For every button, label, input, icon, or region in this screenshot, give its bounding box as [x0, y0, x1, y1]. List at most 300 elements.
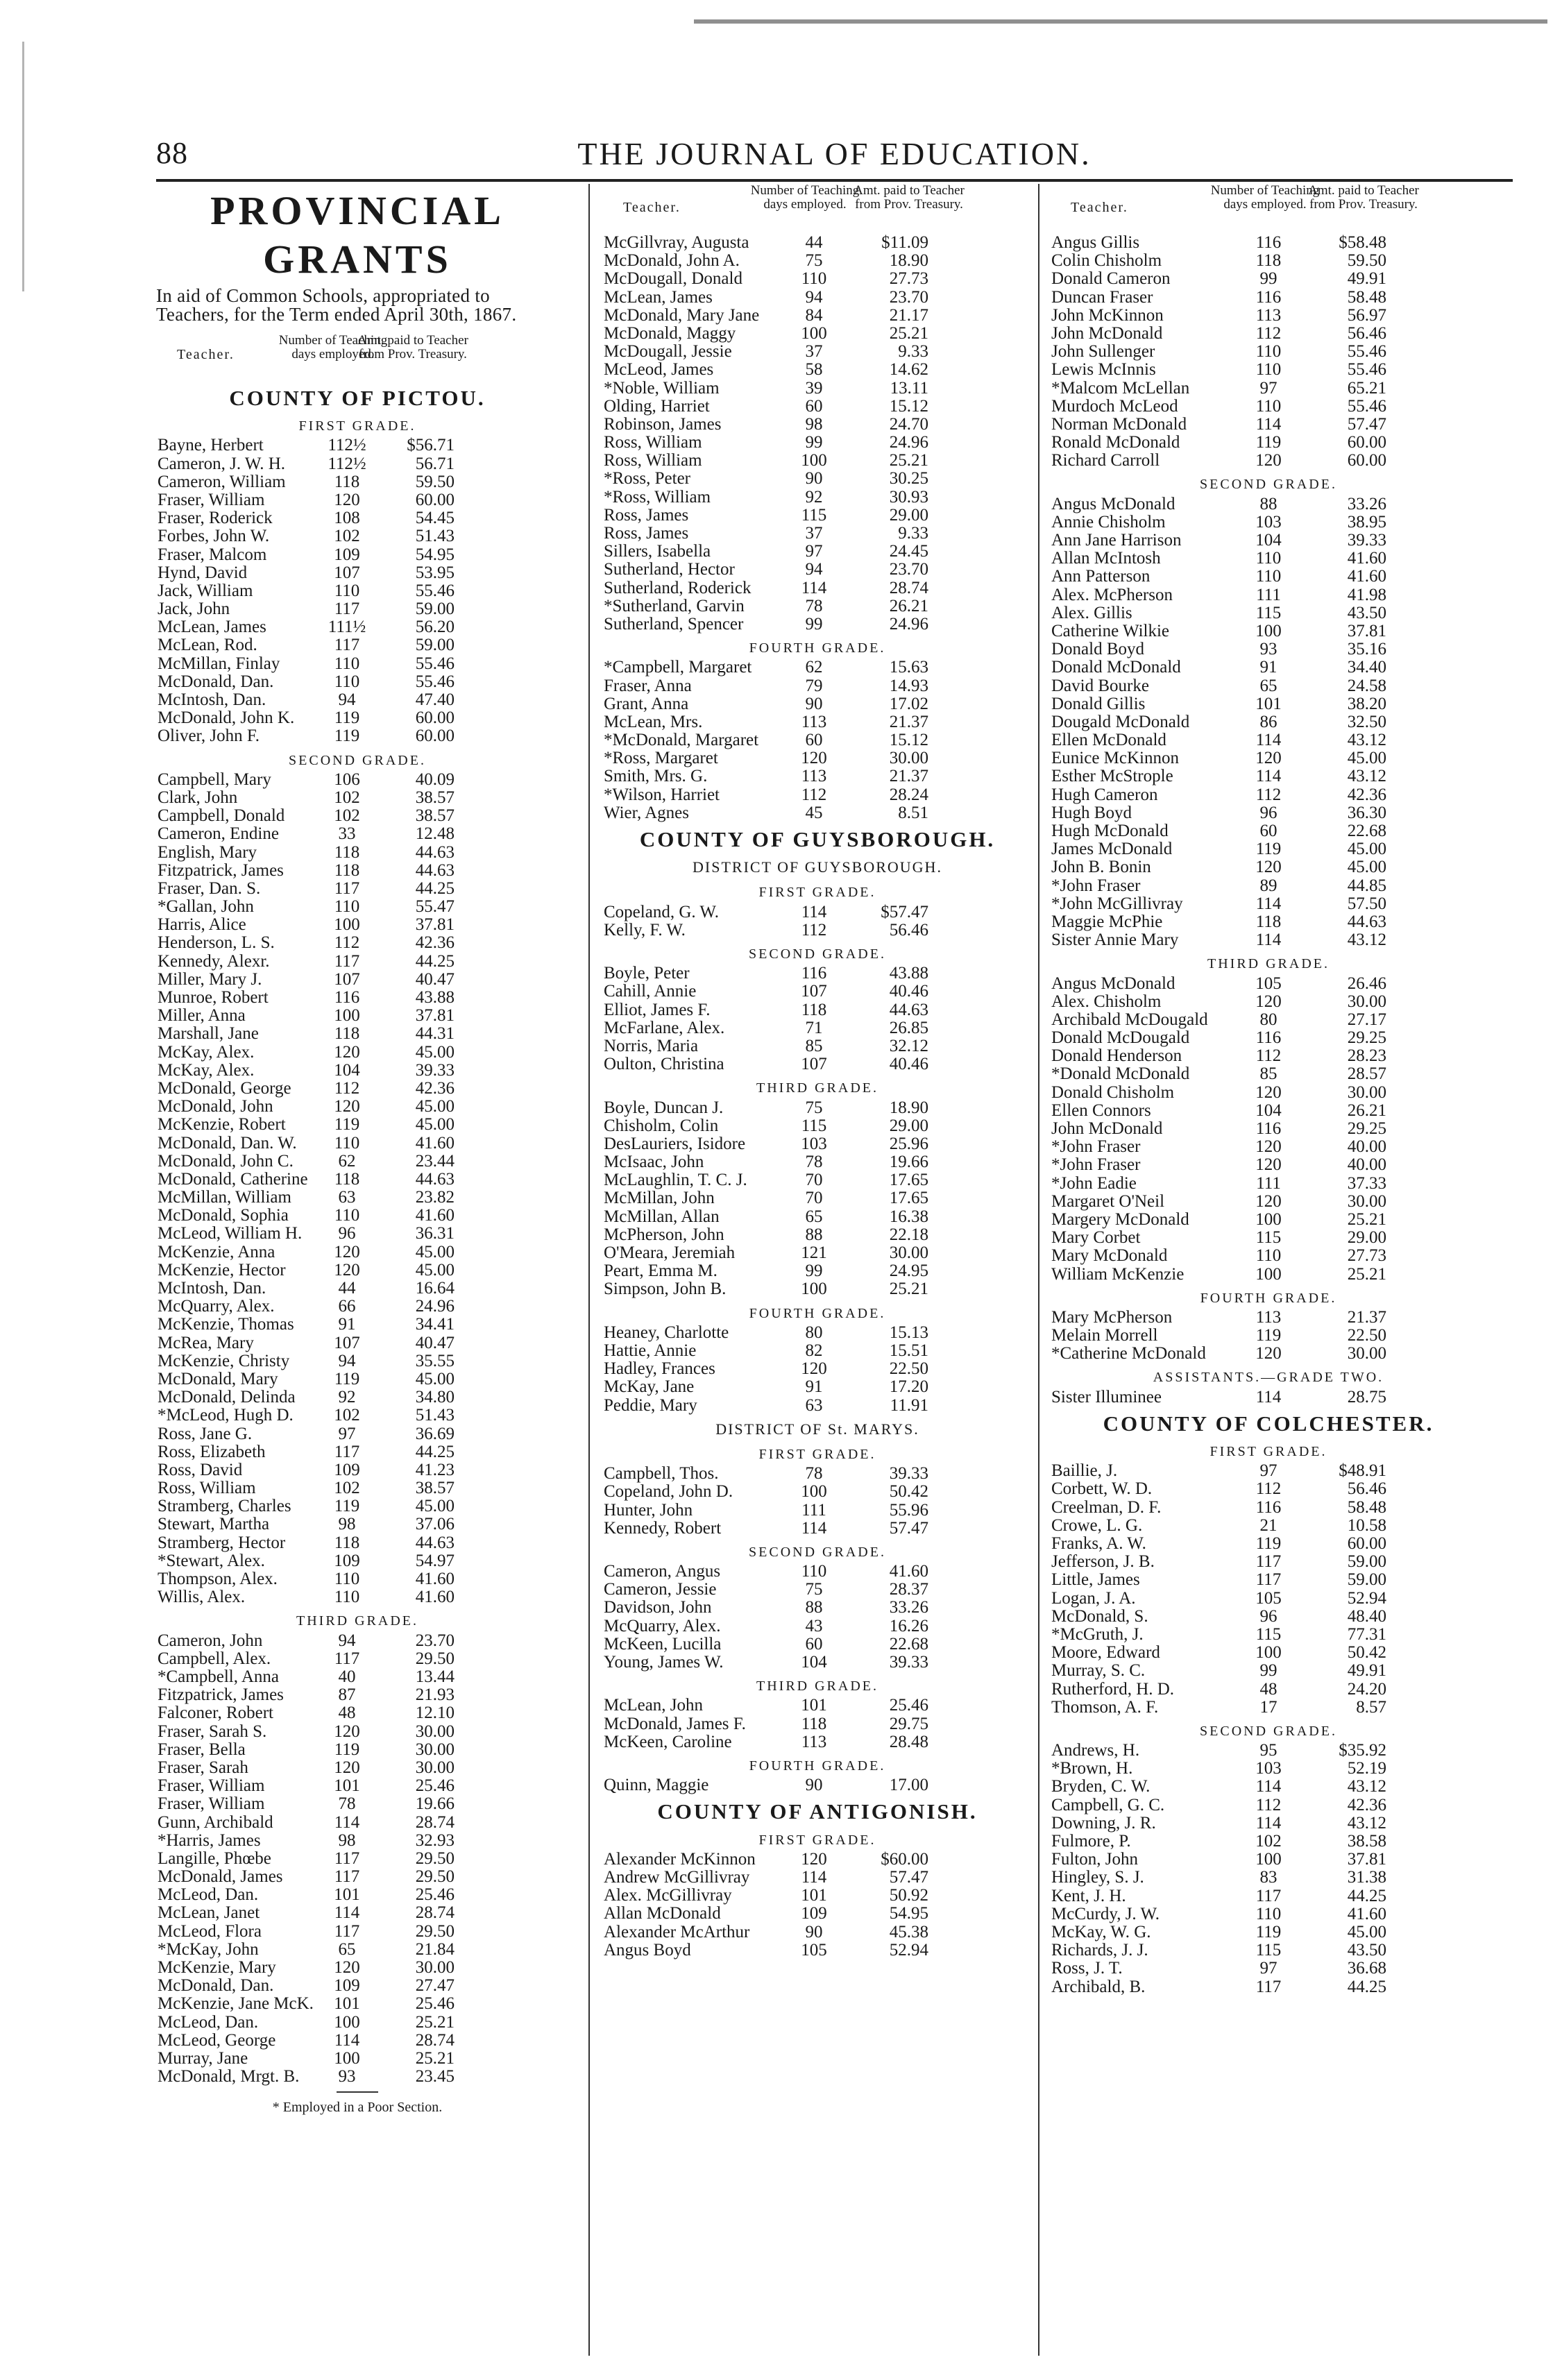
table-row	[1043, 786, 1494, 804]
grade-heading: FIRST GRADE.	[758, 885, 876, 901]
grade-heading: FOURTH GRADE.	[749, 1758, 886, 1774]
teaching-days: 110	[801, 1562, 827, 1581]
teacher-name: Alex. Chisholm	[1051, 992, 1162, 1011]
teacher-name: Heaney, Charlotte	[604, 1323, 729, 1342]
teaching-days: 120	[334, 1958, 360, 1977]
teacher-name: Miller, Anna	[158, 1006, 246, 1026]
teaching-days: 91	[338, 1315, 356, 1334]
table-row	[1043, 822, 1494, 840]
amount-paid: 41.60	[415, 1570, 455, 1589]
table-row	[595, 434, 1039, 452]
amount-paid: 31.38	[1347, 1868, 1386, 1887]
table-row	[1043, 1608, 1494, 1626]
teacher-name: Colin Chisholm	[1051, 251, 1162, 271]
teacher-name: Downing, J. R.	[1051, 1813, 1156, 1833]
teaching-days: 70	[805, 1189, 823, 1208]
amount-paid: 19.66	[889, 1153, 928, 1172]
teacher-name: *McDonald, Margaret	[604, 731, 759, 750]
teacher-name: McDonald, Mary Jane	[604, 305, 760, 325]
teacher-name: McMillan, William	[158, 1188, 291, 1207]
table-row	[1043, 1760, 1494, 1778]
amount-paid: 41.23	[415, 1460, 455, 1479]
teaching-days: 63	[338, 1188, 356, 1207]
teacher-name: McFarlane, Alex.	[604, 1018, 725, 1037]
amount-paid: 44.25	[415, 1442, 455, 1461]
table-row	[1043, 1011, 1494, 1029]
teacher-name: Ann Jane Harrison	[1051, 531, 1182, 550]
amount-paid: 50.42	[889, 1482, 928, 1502]
table-row	[149, 1207, 566, 1225]
amount-paid: 26.85	[889, 1018, 928, 1037]
amount-paid: 45.00	[1347, 858, 1386, 877]
teacher-name: Ross, Jane G.	[158, 1424, 253, 1443]
teaching-days: 103	[1255, 512, 1282, 532]
teacher-name: Moore, Edward	[1051, 1643, 1160, 1663]
teaching-days: 115	[801, 505, 827, 525]
table-row	[149, 1668, 566, 1686]
amount-paid: 57.47	[1347, 414, 1386, 434]
amount-paid: 45.00	[415, 1115, 455, 1134]
teaching-days: 119	[1255, 433, 1282, 452]
table-row	[595, 1563, 1039, 1581]
table-row	[595, 1502, 1039, 1520]
table-row	[595, 804, 1039, 822]
amount-paid: 44.63	[415, 1169, 455, 1189]
teacher-name: Angus Boyd	[604, 1940, 691, 1960]
teaching-days: 105	[801, 1940, 827, 1960]
teacher-name: McLaughlin, T. C. J.	[604, 1171, 747, 1190]
teaching-days: 114	[801, 578, 827, 597]
amount-paid: 55.46	[415, 672, 455, 691]
teacher-name: Angus McDonald	[1051, 974, 1175, 993]
teaching-days: 78	[338, 1794, 356, 1814]
amount-paid: 39.33	[889, 1464, 928, 1484]
teacher-name: John Sullenger	[1051, 342, 1155, 362]
teacher-name: *Harris, James	[158, 1830, 261, 1850]
amount-paid: 12.10	[415, 1703, 455, 1723]
teacher-name: Sillers, Isabella	[604, 542, 711, 561]
teaching-days: 113	[1255, 1307, 1282, 1327]
amount-paid: 18.90	[889, 251, 928, 271]
table-row	[149, 673, 566, 691]
table-row	[149, 600, 566, 618]
teacher-name: Alexander McKinnon	[604, 1849, 756, 1869]
table-row	[1043, 858, 1494, 876]
table-row	[1043, 289, 1494, 307]
table-row	[1043, 677, 1494, 695]
teacher-name: Campbell, Alex.	[158, 1649, 271, 1668]
teacher-name: *McKay, John	[158, 1939, 259, 1959]
table-row	[149, 1370, 566, 1388]
amount-paid: 25.21	[415, 2048, 455, 2068]
teaching-days: 111½	[328, 618, 366, 637]
teacher-name: Stewart, Martha	[158, 1515, 270, 1534]
teacher-name: Ann Patterson	[1051, 567, 1151, 586]
amount-paid: 29.00	[889, 1116, 928, 1135]
teaching-days: 101	[334, 1885, 360, 1905]
amount-paid: 45.00	[415, 1497, 455, 1516]
teaching-days: 110	[1255, 1904, 1282, 1923]
teacher-name: DesLauriers, Isidore	[604, 1134, 746, 1153]
amount-paid: 30.93	[889, 487, 928, 507]
table-row	[1043, 1553, 1494, 1571]
teacher-name: Jack, William	[158, 581, 253, 600]
table-row	[1043, 1229, 1494, 1247]
teacher-name: McDonald, Mary	[158, 1369, 278, 1388]
article-title: PROVINCIAL GRANTS	[210, 188, 504, 282]
amount-paid: 28.37	[889, 1580, 928, 1599]
teacher-name: Margery McDonald	[1051, 1209, 1189, 1229]
teacher-name: Ross, William	[158, 1479, 256, 1498]
table-row	[149, 527, 566, 545]
teaching-days: 85	[1259, 1064, 1277, 1084]
amount-paid: 23.44	[415, 1151, 455, 1171]
teacher-name: Corbett, W. D.	[1051, 1479, 1153, 1499]
teaching-days: 114	[334, 2030, 360, 2050]
teaching-days: 117	[334, 1649, 360, 1668]
table-row	[149, 1534, 566, 1552]
amount-paid: 19.66	[415, 1794, 455, 1814]
table-row	[1043, 1084, 1494, 1102]
teaching-days: 99	[805, 614, 823, 634]
teaching-days: 109	[334, 1460, 360, 1479]
amount-paid: 37.06	[415, 1515, 455, 1534]
table-row	[149, 655, 566, 673]
teacher-name: Archibald, B.	[1051, 1977, 1146, 1996]
teaching-days: 101	[801, 1696, 827, 1715]
table-row	[595, 416, 1039, 434]
table-row	[1043, 495, 1494, 513]
teacher-name: McDonald, John A.	[604, 251, 740, 271]
teaching-days: 117	[334, 600, 360, 619]
teaching-days: 78	[805, 596, 823, 615]
teacher-name: McDonald, Dan.	[158, 1976, 274, 1996]
table-row	[149, 1552, 566, 1570]
table-row	[149, 1795, 566, 1813]
amount-paid: 36.68	[1347, 1959, 1386, 1978]
table-row	[595, 1733, 1039, 1751]
amount-paid: 59.00	[415, 636, 455, 655]
amount-paid: 42.36	[1347, 1795, 1386, 1814]
teaching-days: 100	[1255, 1264, 1282, 1284]
table-row	[595, 1153, 1039, 1171]
teacher-name: Cameron, Angus	[604, 1562, 721, 1581]
teaching-days: 90	[805, 1922, 823, 1941]
teaching-days: 103	[801, 1134, 827, 1153]
teaching-days: 116	[334, 988, 360, 1008]
amount-paid: 50.92	[889, 1886, 928, 1905]
teaching-days: 112	[1255, 1795, 1282, 1814]
amount-paid: 55.96	[889, 1500, 928, 1520]
amount-paid: 41.60	[1347, 549, 1386, 568]
teaching-days: 114	[1255, 414, 1282, 434]
table-row	[1043, 731, 1494, 749]
teacher-name: Oulton, Christina	[604, 1055, 724, 1074]
county-heading: COUNTY OF GUYSBOROUGH.	[639, 827, 996, 852]
table-row	[149, 971, 566, 989]
table-row	[1043, 550, 1494, 568]
amount-paid: 27.47	[415, 1976, 455, 1996]
table-row	[149, 1171, 566, 1189]
amount-paid: 21.37	[889, 712, 928, 731]
amount-paid: 30.00	[415, 1740, 455, 1759]
grade-heading: ASSISTANTS.—GRADE TWO.	[1153, 1370, 1384, 1386]
teacher-name: McDougall, Jessie	[604, 342, 732, 362]
teaching-days: 115	[1255, 1228, 1282, 1248]
table-row	[1043, 1941, 1494, 1960]
teacher-name: Peart, Emma M.	[604, 1261, 718, 1281]
table-row	[1043, 604, 1494, 622]
teaching-days: 90	[805, 469, 823, 488]
table-row	[1043, 1796, 1494, 1814]
teaching-days: 109	[334, 1976, 360, 1996]
teacher-name: Munroe, Robert	[158, 988, 269, 1008]
amount-paid: 22.68	[1347, 822, 1386, 841]
table-row	[149, 709, 566, 727]
teaching-days: 78	[805, 1153, 823, 1172]
teacher-name: Hattie, Annie	[604, 1341, 697, 1360]
amount-paid: 39.33	[1347, 531, 1386, 550]
teacher-name: Simpson, John B.	[604, 1280, 727, 1299]
table-row	[595, 1635, 1039, 1654]
teaching-days: 114	[801, 1518, 827, 1538]
teacher-name: Grant, Anna	[604, 694, 689, 713]
table-row	[149, 1759, 566, 1777]
amount-paid: $58.48	[1339, 233, 1386, 252]
table-row	[1043, 713, 1494, 731]
teaching-days: 100	[334, 2048, 360, 2068]
teacher-name: Dougald McDonald	[1051, 712, 1190, 731]
table-row	[149, 1650, 566, 1668]
teacher-name: Sutherland, Spencer	[604, 614, 744, 634]
table-row	[149, 1479, 566, 1497]
teaching-days: 111	[1256, 1173, 1281, 1193]
amount-paid: 25.21	[1347, 1264, 1386, 1284]
teacher-name: McMillan, Finlay	[158, 654, 280, 673]
amount-paid: 59.00	[1347, 1552, 1386, 1572]
amount-paid: 49.91	[1347, 269, 1386, 289]
table-row	[1043, 270, 1494, 288]
teaching-days: 110	[334, 897, 360, 917]
amount-paid: 29.75	[889, 1714, 928, 1733]
teaching-days: 102	[334, 788, 360, 807]
table-row	[595, 1117, 1039, 1135]
footnote-rule	[337, 2091, 378, 2093]
amount-paid: 23.70	[415, 1631, 455, 1650]
table-row	[149, 916, 566, 934]
teaching-days: 110	[334, 1206, 360, 1225]
teaching-days: 120	[1255, 1344, 1282, 1363]
teacher-name: McLeod, Flora	[158, 1921, 262, 1941]
table-row	[149, 1298, 566, 1316]
county-heading: COUNTY OF ANTIGONISH.	[657, 1799, 978, 1824]
amount-paid: 44.63	[415, 860, 455, 880]
amount-paid: 40.46	[889, 982, 928, 1001]
amount-paid: 43.12	[1347, 731, 1386, 750]
teaching-days: 71	[805, 1018, 823, 1037]
teaching-days: 82	[805, 1341, 823, 1360]
teacher-name: *Wilson, Harriet	[604, 785, 720, 804]
amount-paid: 24.45	[889, 542, 928, 561]
grade-heading: THIRD GRADE.	[1207, 956, 1330, 972]
teaching-days: 104	[801, 1653, 827, 1672]
grade-heading: FIRST GRADE.	[758, 1832, 876, 1848]
teacher-name: Fraser, Bella	[158, 1740, 246, 1759]
teacher-name: Norman McDonald	[1051, 414, 1187, 434]
table-row	[149, 1632, 566, 1650]
teacher-name: Cameron, Jessie	[604, 1580, 717, 1599]
grade-heading: SECOND GRADE.	[1200, 477, 1337, 493]
teacher-name: David Bourke	[1051, 676, 1149, 695]
teaching-days: 109	[334, 1551, 360, 1570]
amount-paid: 34.80	[415, 1388, 455, 1407]
table-row	[595, 380, 1039, 398]
amount-paid: 29.50	[415, 1867, 455, 1887]
table-row	[149, 807, 566, 825]
teacher-name: Fitzpatrick, James	[158, 860, 284, 880]
teaching-days: 60	[805, 396, 823, 416]
teacher-name: Alex. McPherson	[1051, 585, 1173, 604]
table-row	[595, 1324, 1039, 1342]
amount-paid: 40.47	[415, 1333, 455, 1352]
district-heading: DISTRICT OF GUYSBOROUGH.	[693, 858, 942, 876]
amount-paid: 52.94	[889, 1940, 928, 1960]
grade-heading: SECOND GRADE.	[289, 752, 426, 768]
table-row	[149, 771, 566, 789]
table-row	[149, 844, 566, 862]
teacher-name: Jefferson, J. B.	[1051, 1552, 1155, 1572]
teacher-name: McLean, Janet	[158, 1903, 260, 1923]
amount-paid: 56.46	[1347, 1479, 1386, 1499]
amount-paid: 55.46	[1347, 360, 1386, 380]
table-row	[1043, 1388, 1494, 1406]
amount-paid: 55.46	[1347, 396, 1386, 416]
teacher-name: Copeland, John D.	[604, 1482, 733, 1502]
table-row	[595, 289, 1039, 307]
table-row	[595, 398, 1039, 416]
amount-paid: 57.50	[1347, 894, 1386, 913]
teaching-days: 120	[334, 1042, 360, 1062]
teacher-name: McKay, Jane	[604, 1377, 695, 1397]
table-row	[149, 1832, 566, 1850]
amount-paid: 28.74	[889, 578, 928, 597]
teaching-days: 99	[1259, 1661, 1277, 1681]
table-row	[149, 582, 566, 600]
teaching-days: 86	[1259, 712, 1277, 731]
teaching-days: 105	[1255, 1588, 1282, 1608]
table-row	[1043, 1247, 1494, 1265]
teacher-name: McLeod, William H.	[158, 1224, 303, 1243]
table-row	[149, 455, 566, 473]
amount-paid: 17.00	[889, 1776, 928, 1795]
teaching-days: 80	[1259, 1010, 1277, 1029]
teacher-name: Ross, J. T.	[1051, 1959, 1123, 1978]
amount-paid: 8.57	[1356, 1697, 1386, 1717]
grade-heading: SECOND GRADE.	[1200, 1723, 1337, 1739]
teaching-days: 65	[805, 1207, 823, 1226]
table-row	[149, 1243, 566, 1261]
table-row	[1043, 513, 1494, 532]
teaching-days: 92	[805, 487, 823, 507]
table-row	[1043, 1833, 1494, 1851]
amount-paid: 39.33	[889, 1653, 928, 1672]
teacher-name: McGillvray, Augusta	[604, 233, 749, 252]
teaching-days: 45	[805, 803, 823, 822]
teaching-days: 83	[1259, 1868, 1277, 1887]
amount-paid: 38.20	[1347, 694, 1386, 713]
table-row	[595, 964, 1039, 983]
table-row	[1043, 1266, 1494, 1284]
teacher-name: Sutherland, Hector	[604, 560, 735, 579]
teacher-name: Cameron, Endine	[158, 824, 279, 844]
teaching-days: 120	[334, 1097, 360, 1116]
amount-paid: 44.31	[415, 1024, 455, 1044]
amount-paid: 37.81	[1347, 1850, 1386, 1869]
table-row	[1043, 1662, 1494, 1680]
amount-column-heading: Amt. paid to Teacher from Prov. Treasury.	[357, 333, 468, 362]
teaching-days: 119	[334, 1740, 360, 1759]
teacher-name: McDonald, John	[158, 1097, 273, 1116]
teacher-name: McLeod, George	[158, 2030, 276, 2050]
table-row	[1043, 1978, 1494, 1996]
teaching-days: 110	[334, 672, 360, 691]
table-row	[1043, 895, 1494, 913]
amount-paid: 40.09	[415, 770, 455, 789]
amount-paid: 21.17	[889, 305, 928, 325]
table-row	[149, 2050, 566, 2068]
amount-paid: 33.26	[1347, 494, 1386, 513]
teaching-days: 117	[334, 636, 360, 655]
amount-paid: 38.57	[415, 788, 455, 807]
amount-paid: 21.37	[889, 767, 928, 786]
amount-paid: 51.43	[415, 527, 455, 546]
amount-paid: 42.36	[415, 1078, 455, 1098]
amount-paid: 38.58	[1347, 1832, 1386, 1851]
teacher-name: Young, James W.	[604, 1653, 724, 1672]
table-row	[1043, 1175, 1494, 1193]
teaching-days: 116	[1255, 1119, 1282, 1139]
teacher-name: Hingley, S. J.	[1051, 1868, 1144, 1887]
teacher-name: McLeod, Dan.	[158, 1885, 259, 1905]
table-row	[595, 525, 1039, 543]
table-row	[149, 1995, 566, 2013]
teacher-name: McDonald, James F.	[604, 1714, 746, 1733]
amount-paid: 54.95	[415, 545, 455, 564]
table-row	[595, 767, 1039, 785]
teaching-days: 102	[1255, 1832, 1282, 1851]
amount-paid: 8.51	[898, 803, 928, 822]
grade-heading: FIRST GRADE.	[758, 1446, 876, 1462]
teacher-column-heading: Teacher.	[623, 200, 681, 215]
teaching-days: 93	[1259, 640, 1277, 659]
teaching-days: 99	[1259, 269, 1277, 289]
teaching-days: 112	[1255, 785, 1282, 804]
column-3	[1043, 184, 1494, 1996]
teaching-days: 110	[801, 269, 827, 289]
amount-paid: 22.50	[1347, 1326, 1386, 1345]
amount-paid: 45.38	[889, 1922, 928, 1941]
teaching-days: 102	[334, 527, 360, 546]
table-row	[149, 1497, 566, 1515]
amount-paid: 36.31	[415, 1224, 455, 1243]
amount-paid: 15.51	[889, 1341, 928, 1360]
teacher-name: McKenzie, Thomas	[158, 1315, 294, 1334]
teacher-name: Catherine Wilkie	[1051, 621, 1170, 640]
teaching-days: 109	[801, 1904, 827, 1923]
teaching-days: 119	[1255, 1922, 1282, 1941]
teaching-days: 80	[805, 1323, 823, 1342]
teacher-name: McDonald, Sophia	[158, 1206, 289, 1225]
